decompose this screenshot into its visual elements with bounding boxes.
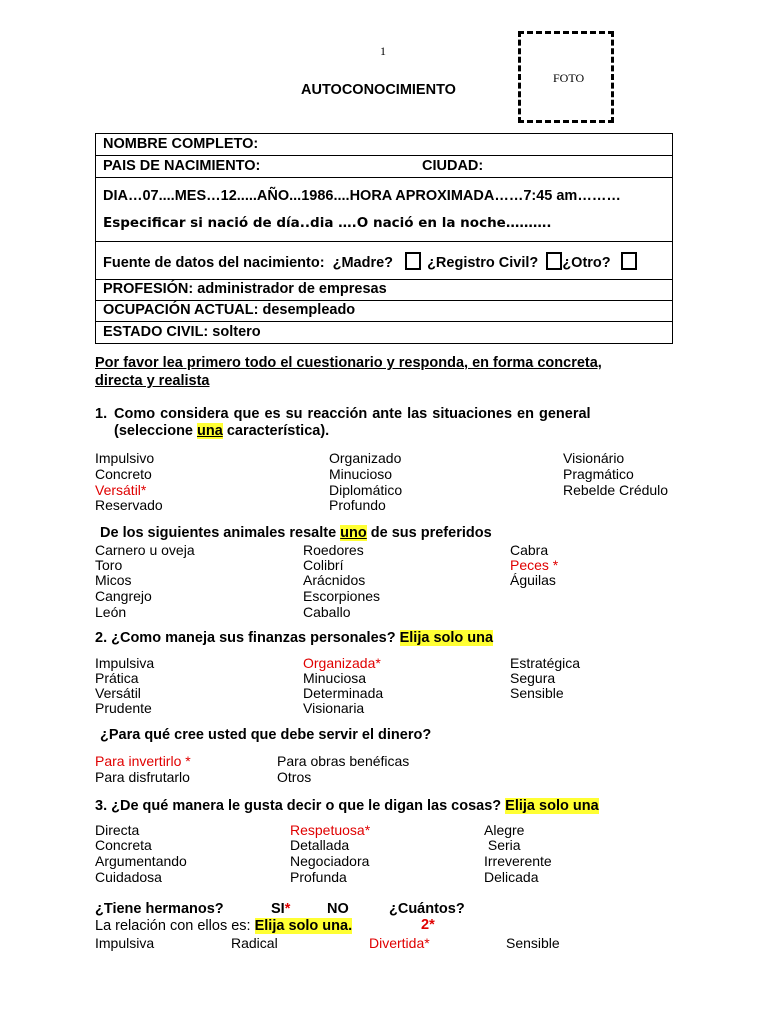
- animal-leon[interactable]: León: [95, 604, 127, 620]
- siblings-relation-highlight: Elija solo una.: [254, 918, 353, 934]
- animals-highlight: uno: [340, 525, 367, 541]
- otro-checkbox[interactable]: [621, 252, 637, 270]
- q2-opt-organizada[interactable]: Organizada*: [303, 655, 381, 671]
- siblings-count[interactable]: 2*: [421, 917, 435, 933]
- q2-text: 2. ¿Como maneja sus finanzas personales?: [95, 630, 396, 646]
- animal-carnero[interactable]: Carnero u oveja: [95, 542, 195, 558]
- q2-opt-segura[interactable]: Segura: [510, 670, 556, 686]
- row-nombre: [96, 134, 672, 155]
- q3-opt-irreverente[interactable]: Irreverente: [484, 853, 552, 869]
- animal-aguilas[interactable]: Águilas: [510, 572, 556, 588]
- relation-opt-impulsiva[interactable]: Impulsiva: [95, 935, 155, 951]
- intro-line-2: directa y realista: [95, 373, 210, 389]
- animal-toro[interactable]: Toro: [95, 557, 123, 573]
- relation-opt-divertida[interactable]: Divertida*: [369, 935, 430, 951]
- dia-noche-text: Especificar si nació de día..dia ….O nació en la noche……….: [103, 215, 552, 231]
- estado-text: ESTADO CIVIL: soltero: [103, 324, 261, 340]
- q3-text: 3. ¿De qué manera le gusta decir o que le digan las cosas?: [95, 798, 502, 814]
- nombre-label: NOMBRE COMPLETO:: [103, 136, 259, 152]
- q3-opt-profunda[interactable]: Profunda: [290, 869, 347, 885]
- animal-micos[interactable]: Micos: [95, 572, 132, 588]
- ocupacion-text: OCUPACIÓN ACTUAL: desempleado: [103, 302, 356, 318]
- q1-number: 1.: [95, 406, 108, 422]
- siblings-cuantos: ¿Cuántos?: [389, 901, 465, 917]
- registro-label: ¿Registro Civil?: [427, 255, 539, 271]
- q1-text-b-pre: (seleccione: [114, 423, 198, 439]
- q2-opt-sensible[interactable]: Sensible: [510, 685, 564, 701]
- animal-colibri[interactable]: Colibrí: [303, 557, 344, 573]
- otro-label: ¿Otro?: [562, 255, 611, 271]
- personal-info-table: [95, 133, 673, 344]
- q3-opt-detallada[interactable]: Detallada: [290, 837, 350, 853]
- q1-text-b: [114, 423, 329, 439]
- row-pais: [96, 155, 672, 177]
- animal-escorpiones[interactable]: Escorpiones: [303, 588, 381, 604]
- row-fecha: [96, 177, 672, 241]
- row-estado: [96, 321, 672, 343]
- q2-heading: [95, 630, 493, 646]
- intro-line-1: Por favor lea primero todo el cuestionario y responda, en forma concreta,: [95, 355, 602, 371]
- animal-caballo[interactable]: Caballo: [303, 604, 351, 620]
- siblings-si-label: SI: [271, 901, 285, 917]
- money-opt-invertir[interactable]: Para invertirlo *: [95, 753, 191, 769]
- money-opt-disfrutar[interactable]: Para disfrutarlo: [95, 769, 190, 785]
- q3-opt-delicada[interactable]: Delicada: [484, 869, 539, 885]
- animal-aracnidos[interactable]: Arácnidos: [303, 572, 366, 588]
- siblings-si[interactable]: [271, 901, 290, 917]
- relation-opt-sensible[interactable]: Sensible: [506, 935, 560, 951]
- money-opt-beneficas[interactable]: Para obras benéficas: [277, 753, 410, 769]
- q1-opt-profundo[interactable]: Profundo: [329, 497, 386, 513]
- photo-label: FOTO: [553, 71, 585, 85]
- money-heading: ¿Para qué cree usted que debe servir el dinero?: [100, 727, 432, 743]
- animals-heading-post: de sus preferidos: [366, 525, 492, 541]
- pais-label: PAIS DE NACIMIENTO:: [103, 158, 261, 174]
- row-profesion: [96, 279, 672, 300]
- madre-label: ¿Madre?: [332, 255, 394, 271]
- animal-roedores[interactable]: Roedores: [303, 542, 364, 558]
- ciudad-label: CIUDAD:: [422, 158, 484, 174]
- q1-highlight: una: [197, 423, 223, 439]
- q1-opt-rebelde[interactable]: Rebelde Crédulo: [563, 482, 669, 498]
- row-ocupacion: [96, 300, 672, 321]
- registro-checkbox[interactable]: [546, 252, 562, 270]
- siblings-no[interactable]: NO: [327, 901, 349, 917]
- fuente-line: [103, 252, 639, 271]
- q1-text-b-post: característica).: [222, 423, 330, 439]
- q3-highlight: Elija solo una: [505, 798, 599, 814]
- q3-opt-cuidadosa[interactable]: Cuidadosa: [95, 869, 162, 885]
- q2-opt-prudente[interactable]: Prudente: [95, 700, 152, 716]
- q2-opt-impulsiva[interactable]: Impulsiva: [95, 655, 155, 671]
- q2-opt-minuciosa[interactable]: Minuciosa: [303, 670, 367, 686]
- siblings-si-star: *: [284, 901, 291, 917]
- page-title: AUTOCONOCIMIENTO: [301, 82, 456, 98]
- money-opt-otros[interactable]: Otros: [277, 769, 312, 785]
- q1-opt-concreto[interactable]: Concreto: [95, 466, 152, 482]
- q3-opt-respetuosa[interactable]: Respetuosa*: [290, 822, 371, 838]
- page-number: 1: [380, 44, 386, 58]
- q2-highlight: Elija solo una: [399, 630, 494, 646]
- q2-opt-determinada[interactable]: Determinada: [303, 685, 384, 701]
- q1-opt-organizado[interactable]: Organizado: [329, 450, 402, 466]
- q3-opt-negociadora[interactable]: Negociadora: [290, 853, 370, 869]
- siblings-question: ¿Tiene hermanos?: [95, 901, 224, 917]
- animals-heading-pre: De los siguientes animales resalte: [100, 525, 341, 541]
- madre-checkbox[interactable]: [405, 252, 421, 270]
- q1-opt-pragmatico[interactable]: Pragmático: [563, 466, 634, 482]
- q1-opt-reservado[interactable]: Reservado: [95, 497, 163, 513]
- q3-heading: [95, 798, 599, 814]
- q3-opt-alegre[interactable]: Alegre: [484, 822, 525, 838]
- profesion-text: PROFESIÓN: administrador de empresas: [103, 281, 387, 297]
- q1-opt-versatil[interactable]: Versátil*: [95, 482, 147, 498]
- siblings-relation: [95, 918, 352, 934]
- q3-opt-directa[interactable]: Directa: [95, 822, 140, 838]
- animal-cangrejo[interactable]: Cangrejo: [95, 588, 152, 604]
- animals-heading: [100, 525, 492, 541]
- animal-cabra[interactable]: Cabra: [510, 542, 549, 558]
- fuente-label: Fuente de datos del nacimiento:: [103, 255, 325, 271]
- q1-opt-minucioso[interactable]: Minucioso: [329, 466, 393, 482]
- q2-opt-estrategica[interactable]: Estratégica: [510, 655, 581, 671]
- q1-opt-impulsivo[interactable]: Impulsivo: [95, 450, 155, 466]
- q3-opt-argumentando[interactable]: Argumentando: [95, 853, 187, 869]
- q1-opt-diplomatico[interactable]: Diplomático: [329, 482, 403, 498]
- q3-opt-seria[interactable]: Seria: [484, 837, 521, 853]
- animal-peces[interactable]: Peces *: [510, 557, 559, 573]
- q2-opt-pratica[interactable]: Prática: [95, 670, 139, 686]
- fecha-text: DIA…07....MES…12.....AÑO...1986....HORA APROXIMADA……7:45 am………: [103, 188, 621, 204]
- row-fuente: [96, 241, 672, 279]
- q2-opt-visionaria[interactable]: Visionaria: [303, 700, 365, 716]
- q2-opt-versatil[interactable]: Versátil: [95, 685, 141, 701]
- q1-text-a: Como considera que es su reacción ante las situaciones en general: [114, 406, 591, 422]
- siblings-relation-pre: La relación con ellos es:: [95, 918, 251, 934]
- q3-opt-concreta[interactable]: Concreta: [95, 837, 152, 853]
- q1-opt-visionario[interactable]: Visionário: [563, 450, 625, 466]
- relation-opt-radical[interactable]: Radical: [231, 935, 278, 951]
